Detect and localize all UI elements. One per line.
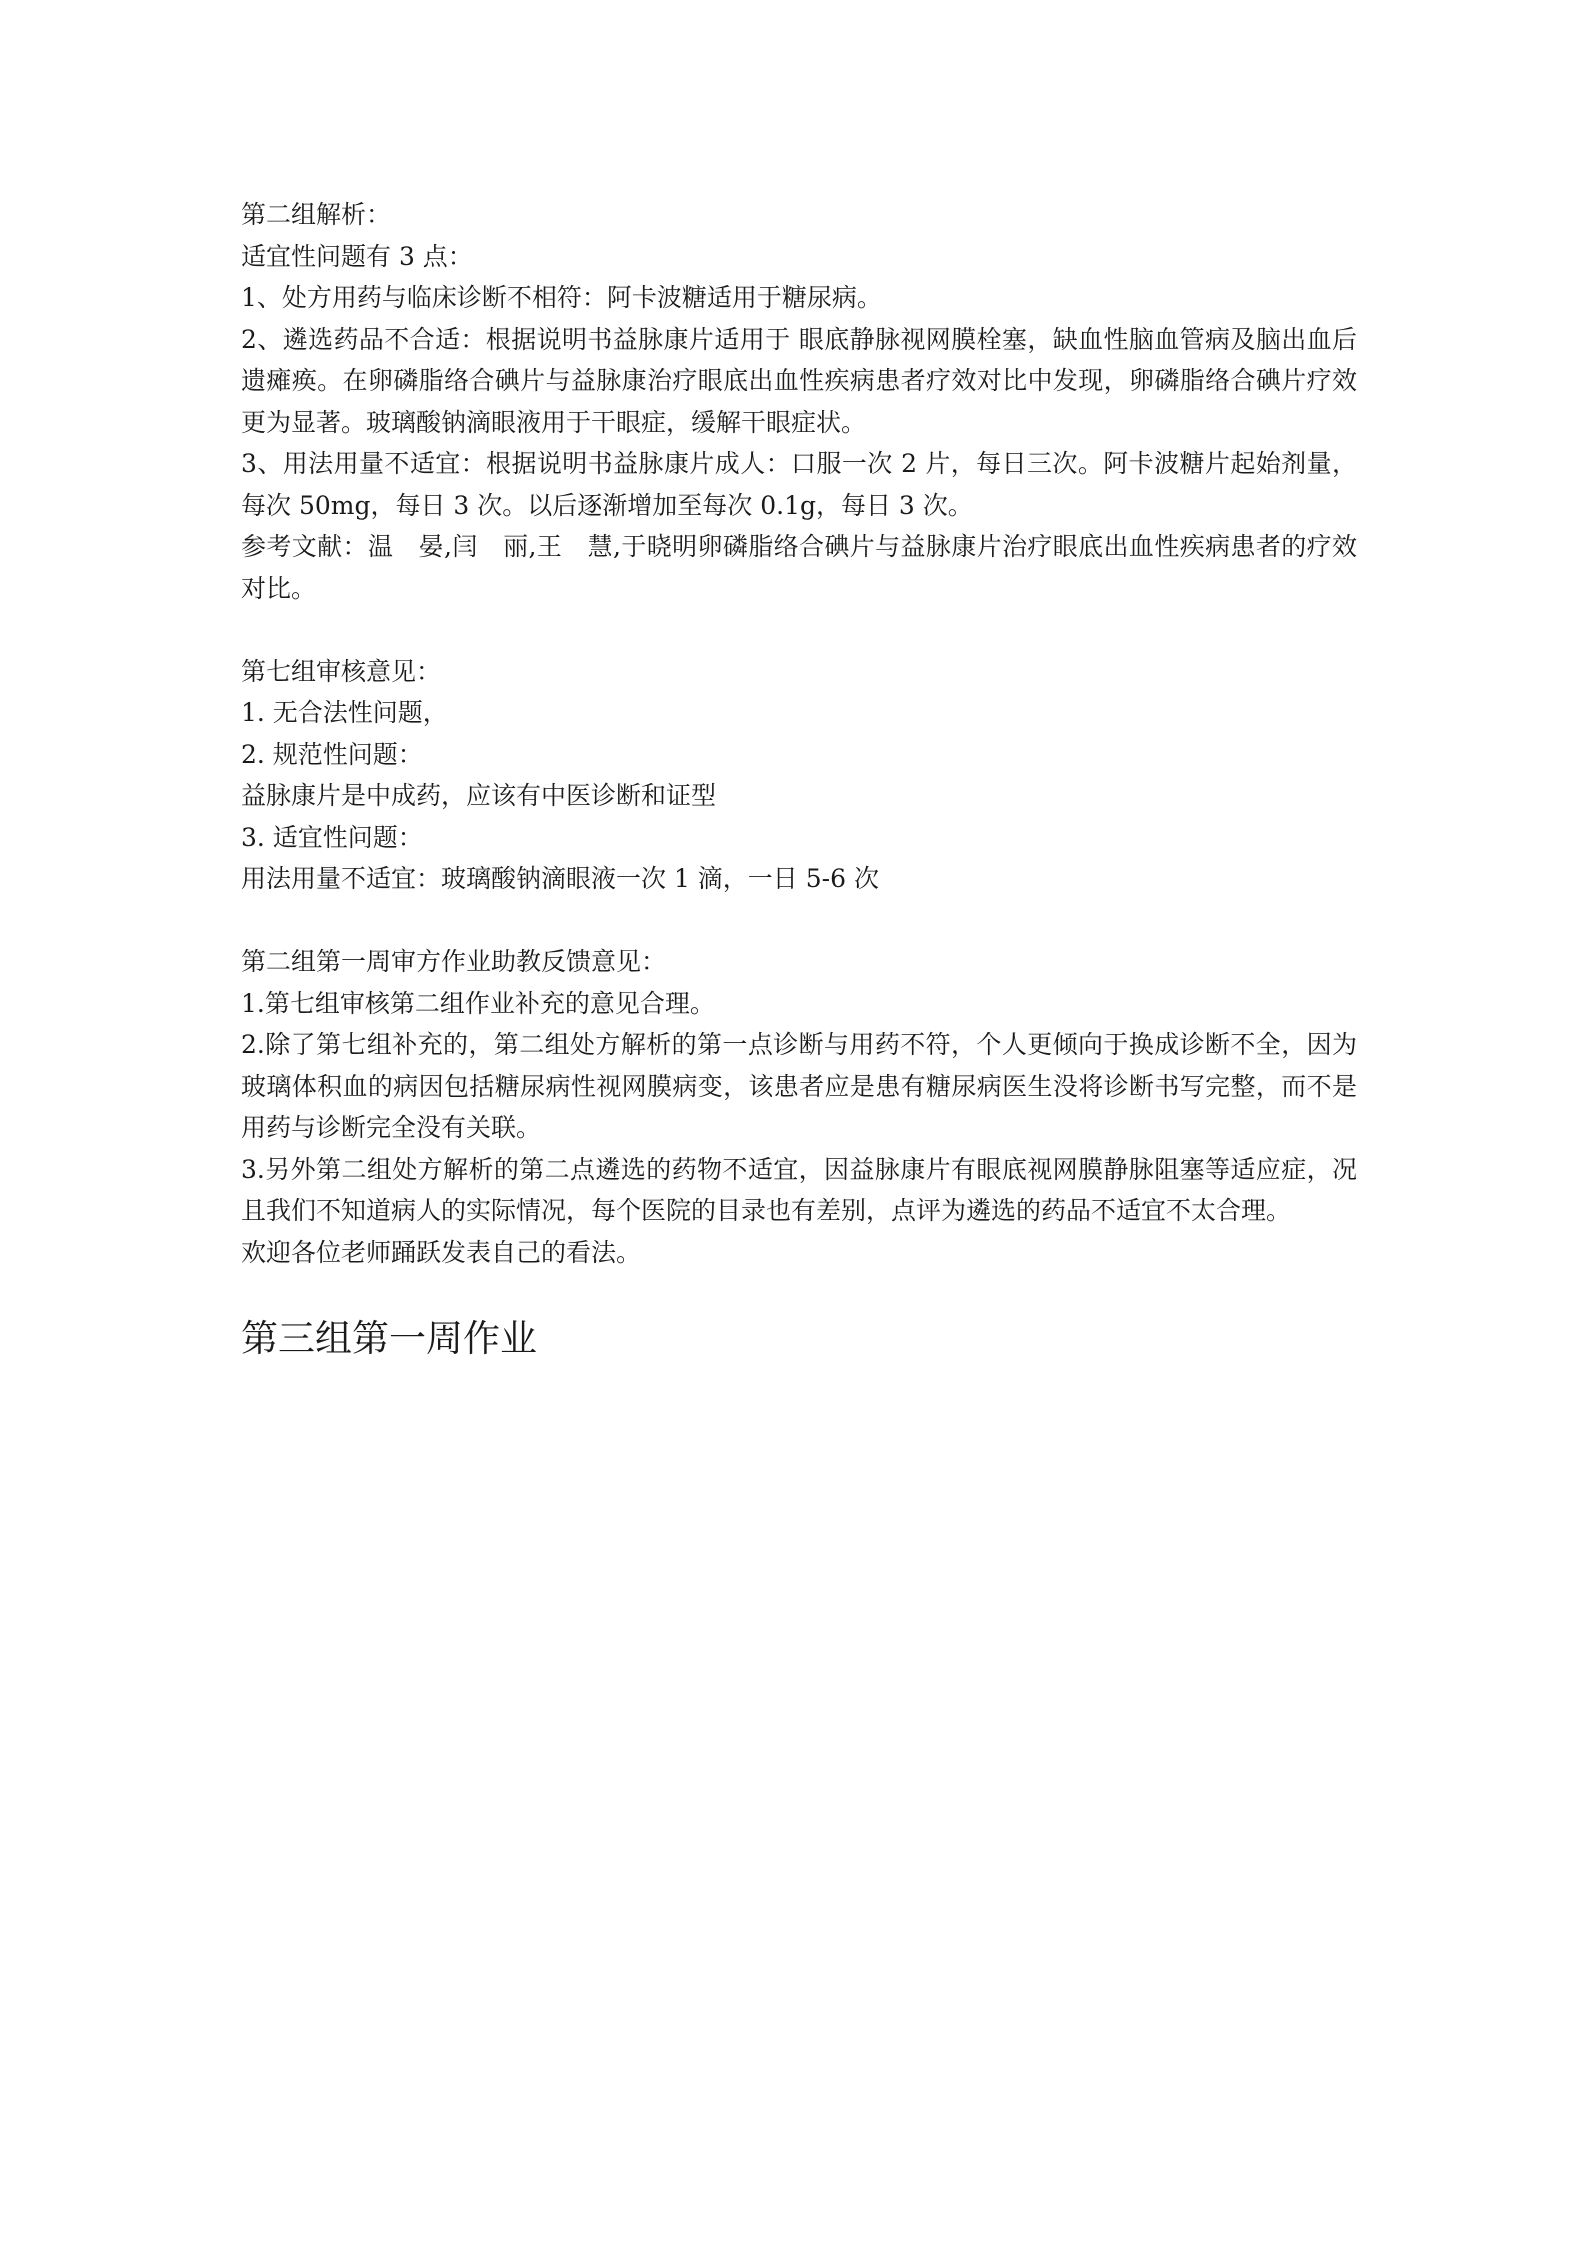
section-b-line-2: 2. 规范性问题： (241, 739, 423, 769)
section-b-line-3: 益脉康片是中成药，应该有中医诊断和证型 (241, 781, 717, 810)
section-c-item-2: 2.除了第七组补充的，第二组处方解析的第一点诊断与用药不符，个人更倾向于换成诊断不全，因为玻璃体积血的病因包括糖尿病性视网膜病变，该患者应是患有糖尿病医生没将诊断书写完整，而不是用药与诊断完全没有关联。 (241, 1030, 1357, 1142)
section-a-title: 第二组解析： (241, 200, 392, 229)
paragraph-gap (241, 609, 1357, 651)
section-a-item-3: 3、用法用量不适宜：根据说明书益脉康片成人：口服一次 2 片，每日三次。阿卡波糖片起始剂量，每次 50mg，每日 3 次。以后逐渐增加至每次 0.1g，每日 3 次。 (241, 449, 1357, 520)
section-b-line-1: 1. 无合法性问题， (241, 698, 448, 727)
section-d-heading: 第三组第一周作业 (241, 1317, 537, 1360)
section-a-reference: 参考文献：温 晏,闫 丽,王 慧,于晓明卵磷脂络合碘片与益脉康片治疗眼底出血性疾病患者的疗效对比。 (241, 532, 1357, 603)
section-c-closing: 欢迎各位老师踊跃发表自己的看法。 (241, 1237, 642, 1267)
section-c-title: 第二组第一周审方作业助教反馈意见： (241, 947, 667, 976)
document-body (241, 194, 1357, 1365)
section-c-item-1: 1.第七组审核第二组作业补充的意见合理。 (241, 988, 715, 1018)
section-b-line-4: 3. 适宜性问题： (241, 822, 423, 852)
paragraph-gap (241, 900, 1357, 942)
section-b-title: 第七组审核意见： (241, 656, 442, 686)
section-a-item-1: 1、处方用药与临床诊断不相符：阿卡波糖适用于糖尿病。 (241, 283, 882, 312)
section-c-item-3: 3.另外第二组处方解析的第二点遴选的药物不适宜，因益脉康片有眼底视网膜静脉阻塞等适应症，况且我们不知道病人的实际情况，每个医院的目录也有差别，点评为遴选的药品不适宜不太合理。 (241, 1154, 1357, 1225)
section-a-count-line: 适宜性问题有 3 点： (241, 241, 473, 271)
section-a-item-2: 2、遴选药品不合适：根据说明书益脉康片适用于 眼底静脉视网膜栓塞，缺血性脑血管病及脑出血后遗瘫痪。在卵磷脂络合碘片与益脉康治疗眼底出血性疾病患者疗效对比中发现，卵磷脂络合碘片疗效更为显著。玻璃酸钠滴眼液用于干眼症，缓解干眼症状。 (241, 324, 1357, 437)
section-b-line-5: 用法用量不适宜：玻璃酸钠滴眼液一次 1 滴，一日 5-6 次 (241, 864, 879, 893)
